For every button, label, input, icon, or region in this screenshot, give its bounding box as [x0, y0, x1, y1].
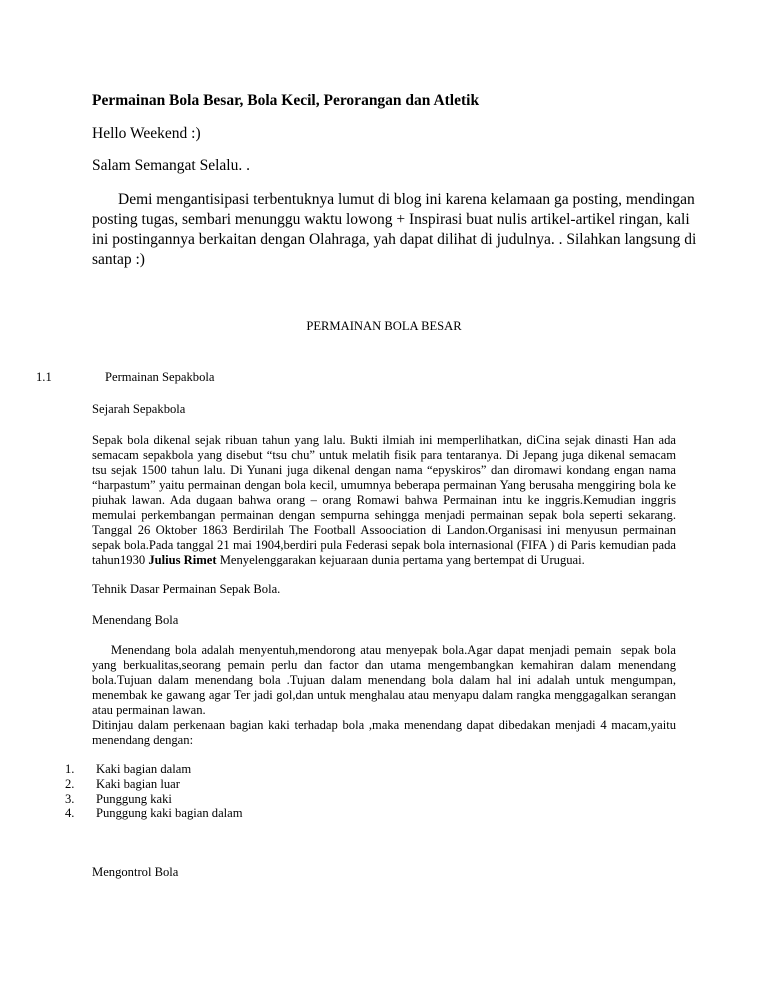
history-heading: Sejarah Sepakbola	[92, 402, 186, 416]
history-line: Sepak bola dikenal sejak ribuan tahun yang lalu. Bukti ilmiah ini memperlihatkan, diCina sejak dinasti Han ada	[92, 433, 676, 447]
history-line: memulai perkembangan permainan dengan sempurna sehingga menjadi permainan sepak bola seperti sekarang.	[92, 508, 676, 522]
intro-line: ini postingannya berkaitan dengan Olahraga, yah dapat dilihat di judulnya. . Silahkan langsung di	[92, 231, 697, 248]
list-number: 2.	[65, 777, 75, 791]
list-item: Punggung kaki	[96, 792, 172, 806]
list-number: 1.	[65, 762, 75, 776]
kick-line: Ditinjau dalam perkenaan bagian kaki terhadap bola ,maka menendang dapat dibedakan menjadi 4 macam,yaitu	[92, 718, 676, 732]
kick-heading: Menendang Bola	[92, 613, 179, 627]
kick-line: Menendang bola adalah menyentuh,mendorong atau menyepak bola.Agar dapat menjadi pemain sepak bola	[92, 643, 676, 657]
history-line: “harpastum” yaitu permainan dengan bola kecil, umumnya beberapa permainan Yang berusaha menggiring bola ke	[92, 478, 676, 492]
intro-line: posting tugas, sembari menunggu waktu lowong + Inspirasi buat nulis artikel-artikel ringan, kali	[92, 211, 690, 228]
list-number: 3.	[65, 792, 75, 806]
history-line: Tanggal 26 Oktober 1863 Berdirilah The Football Assoociation di Landon.Organisasi ini menyusun permainan	[92, 523, 676, 537]
section-heading: PERMAINAN BOLA BESAR	[306, 319, 462, 333]
technique-heading: Tehnik Dasar Permainan Sepak Bola.	[92, 582, 281, 596]
kick-line: menendang dengan:	[92, 733, 194, 747]
control-heading: Mengontrol Bola	[92, 865, 179, 879]
document-title: Permainan Bola Besar, Bola Kecil, Perorangan dan Atletik	[92, 92, 480, 109]
greeting-text: Hello Weekend :)	[92, 125, 201, 142]
intro-paragraph	[92, 190, 697, 270]
history-line: semacam sepakbola yang disebut “tsu chu” untuk melatih fisik para tentaranya. Di Jepang juga dikenal semacam	[92, 448, 676, 462]
history-line: piuhak lawan. Ada dugaan bahwa orang – orang Romawi bahwa Permainan intu ke inggris.Kemudian inggris	[92, 493, 676, 507]
kick-line: atau permainan lawan.	[92, 703, 206, 717]
list-item: Punggung kaki bagian dalam	[96, 806, 243, 820]
list-item: Kaki bagian dalam	[96, 762, 192, 776]
intro-line: santap :)	[92, 251, 145, 268]
kick-line: bola.Tujuan dalam menendang bola .Tujuan dalam menendang bola dalam hal ini adalah untuk mengumpan,	[92, 673, 676, 687]
subsection-number: 1.1	[36, 370, 52, 384]
history-line: sepak bola.Pada tanggal 21 mai 1904,berdiri pula Federasi sepak bola internasional (FIFA ) di Paris kemudian pada	[92, 538, 676, 552]
list-number: 4.	[65, 806, 75, 820]
list-item: Kaki bagian luar	[96, 777, 180, 791]
history-paragraph	[92, 433, 676, 568]
history-line: tahun1930 Julius Rimet Menyelenggarakan kejuaraan dunia pertama yang bertempat di Uruguai.	[92, 553, 585, 567]
subsection-label: Permainan Sepakbola	[105, 370, 215, 384]
history-line: tsu sejak 1500 tahun lalu. Di Yunani juga dikenal dengan nama “epyskiros” dan diromawi kondang engan nama	[92, 463, 676, 477]
julius-rimet-name: Julius Rimet	[148, 553, 217, 567]
kick-line: menembak ke gawang agar Ter jadi gol,dan untuk menghalau atau menyapu dalam rangka menggagalkan serangan	[92, 688, 676, 702]
intro-line: Demi mengantisipasi terbentuknya lumut di blog ini karena kelamaan ga posting, mendingan	[118, 191, 695, 208]
kick-line: yang berkualitas,seorang pemain perlu dan factor dan utama mengembangkan kemahiran dalam menendang	[92, 658, 676, 672]
kick-paragraph	[92, 643, 676, 748]
salam-text: Salam Semangat Selalu. .	[92, 157, 250, 174]
